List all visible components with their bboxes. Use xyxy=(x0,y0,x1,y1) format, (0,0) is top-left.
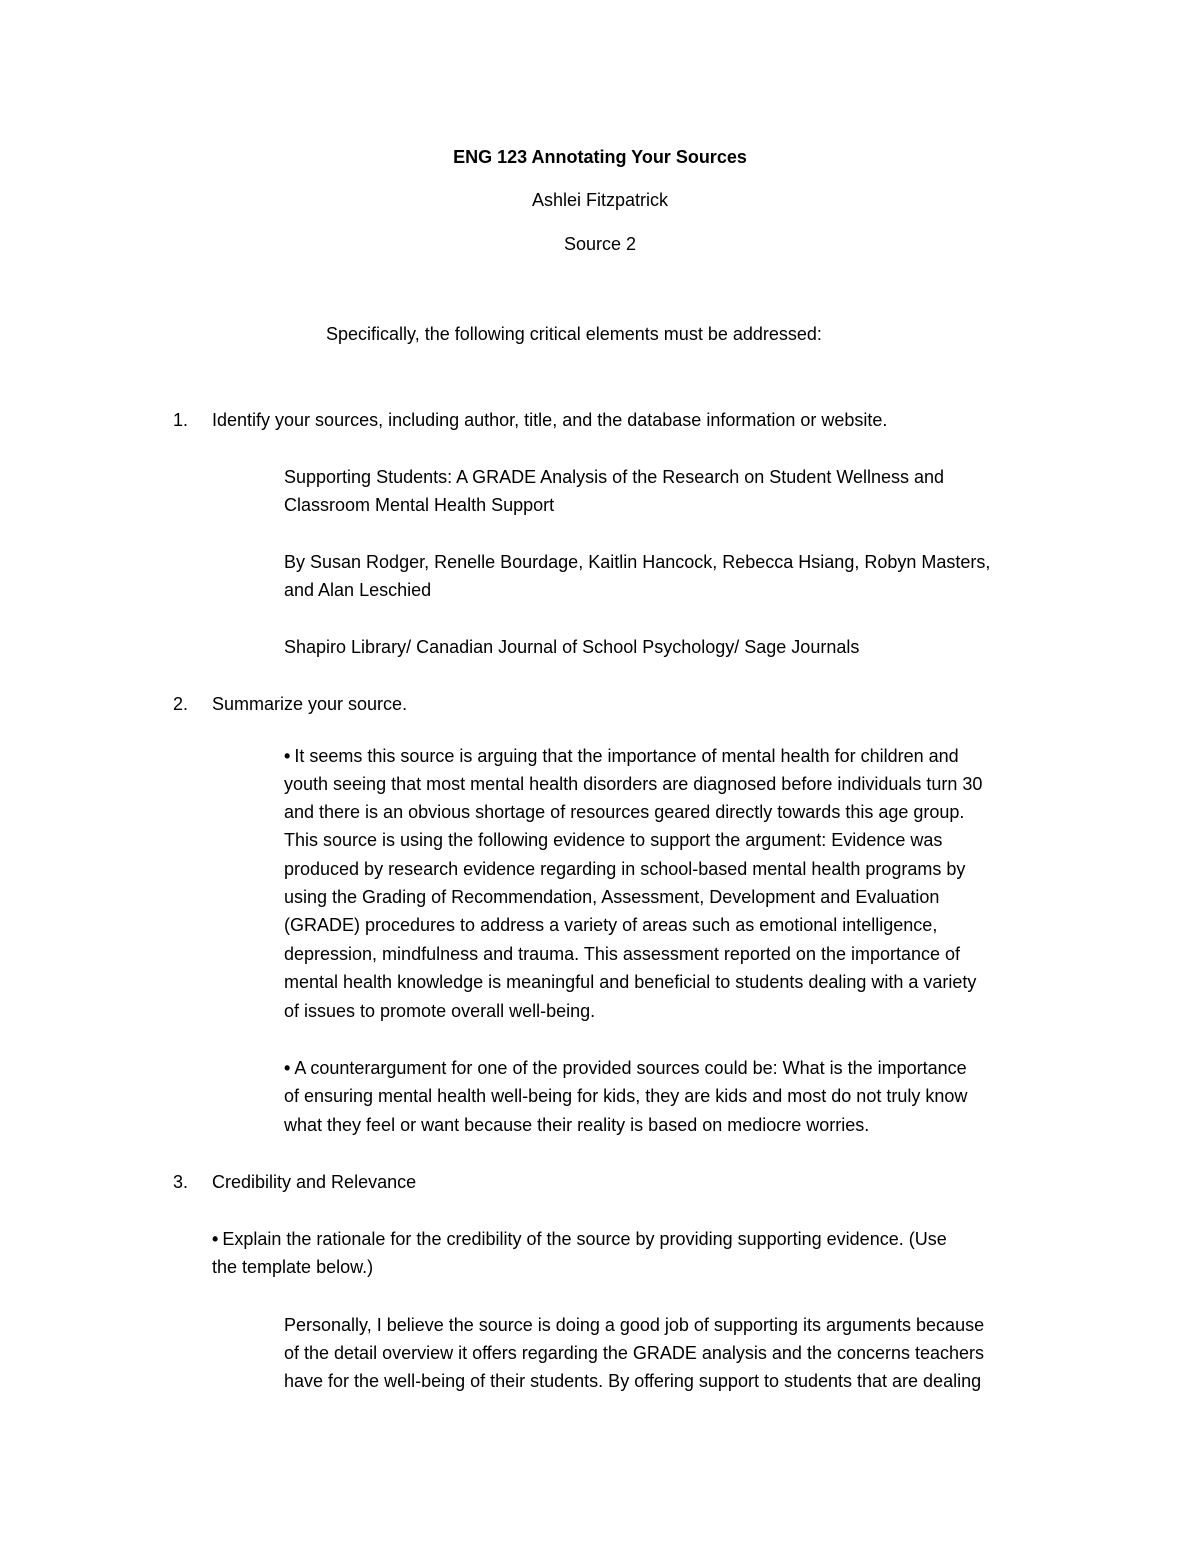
credibility-response-line-3: have for the well-being of their students. By offering support to students that are dealing xyxy=(284,1371,982,1391)
bullet-icon: • xyxy=(284,746,291,766)
summary-line-4: This source is using the following evidence to support the argument: Evidence was xyxy=(284,830,943,850)
source-authors-line-1: By Susan Rodger, Renelle Bourdage, Kaitlin Hancock, Rebecca Hsiang, Robyn Masters, xyxy=(284,552,991,572)
item-2-heading: Summarize your source. xyxy=(212,694,408,714)
source-title-line-2: Classroom Mental Health Support xyxy=(284,495,555,515)
summary-line-2: youth seeing that most mental health disorders are diagnosed before individuals turn 30 xyxy=(284,774,983,794)
item-1-heading: Identify your sources, including author, title, and the database information or website. xyxy=(212,410,888,430)
document-author: Ashlei Fitzpatrick xyxy=(531,190,669,210)
source-database: Shapiro Library/ Canadian Journal of School Psychology/ Sage Journals xyxy=(284,637,860,657)
bullet-icon: • xyxy=(284,1058,291,1078)
credibility-response-line-2: of the detail overview it offers regarding the GRADE analysis and the concerns teachers xyxy=(284,1343,985,1363)
summary-line-7: (GRADE) procedures to address a variety of areas such as emotional intelligence, xyxy=(284,915,938,935)
credibility-bullet-line-2: the template below.) xyxy=(212,1257,374,1277)
summary-line-6: using the Grading of Recommendation, Assessment, Development and Evaluation xyxy=(284,887,940,907)
summary-line-10: of issues to promote overall well-being. xyxy=(284,1001,596,1021)
summary-line-9: mental health knowledge is meaningful and beneficial to students dealing with a variety xyxy=(284,972,977,992)
counterargument-line-1: • A counterargument for one of the provided sources could be: What is the importance xyxy=(284,1058,967,1078)
source-authors-line-2: and Alan Leschied xyxy=(284,580,432,600)
counterargument-line-3: what they feel or want because their reality is based on mediocre worries. xyxy=(284,1115,870,1135)
summary-bullet-line-1: • It seems this source is arguing that the importance of mental health for children and xyxy=(284,746,959,766)
counterargument-line-2: of ensuring mental health well-being for kids, they are kids and most do not truly know xyxy=(284,1086,968,1106)
document-title: ENG 123 Annotating Your Sources xyxy=(453,147,747,167)
item-3-number: 3. xyxy=(173,1172,189,1192)
bullet-icon: • xyxy=(212,1229,219,1249)
credibility-bullet-line-1: • Explain the rationale for the credibility of the source by providing supporting evidence. (Use xyxy=(212,1229,947,1249)
source-title-line-1: Supporting Students: A GRADE Analysis of the Research on Student Wellness and xyxy=(284,467,945,487)
summary-line-3: and there is an obvious shortage of resources geared directly towards this age group. xyxy=(284,802,965,822)
intro-line: Specifically, the following critical elements must be addressed: xyxy=(326,324,822,344)
item-2-number: 2. xyxy=(173,694,189,714)
item-3-heading: Credibility and Relevance xyxy=(212,1172,417,1192)
document-source-label: Source 2 xyxy=(563,234,637,254)
summary-line-5: produced by research evidence regarding in school-based mental health programs by xyxy=(284,859,966,879)
item-1-number: 1. xyxy=(173,410,189,430)
credibility-response-line-1: Personally, I believe the source is doing a good job of supporting its arguments because xyxy=(284,1315,985,1335)
summary-line-8: depression, mindfulness and trauma. This assessment reported on the importance of xyxy=(284,944,961,964)
